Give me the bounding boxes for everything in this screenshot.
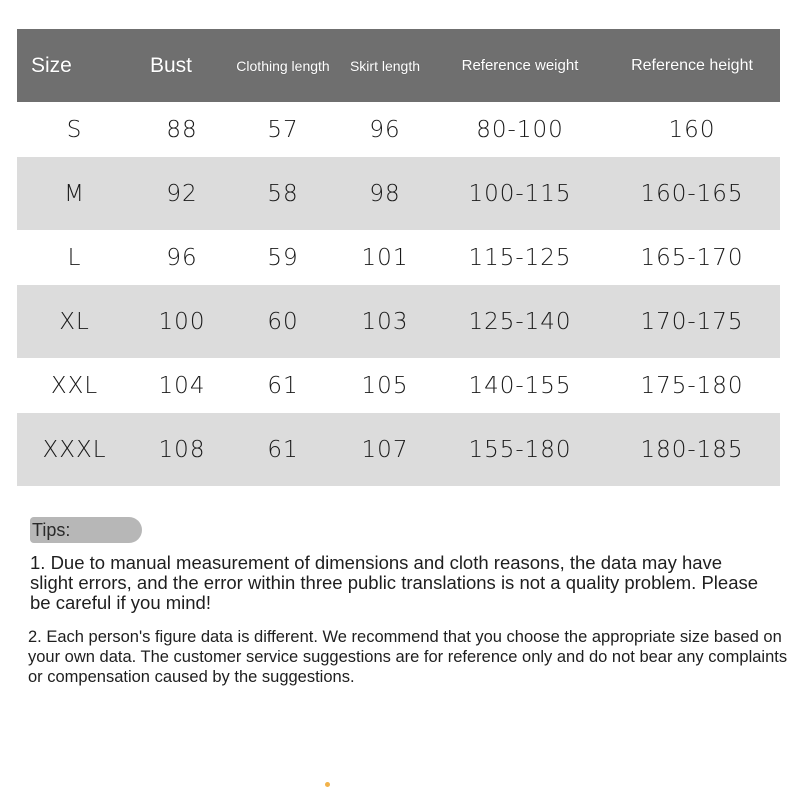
cell-size: XXL bbox=[50, 372, 99, 399]
tips-note-2: 2. Each person's figure data is different. We recommend that you choose the appropriate size based on your own data. The customer service suggestions are for reference only and do not bear any complaints or compensation caused by the suggestions. bbox=[28, 628, 788, 686]
cell-bust: 104 bbox=[158, 372, 206, 399]
table-row bbox=[17, 285, 780, 358]
cell-reference-weight: 125-140 bbox=[468, 308, 572, 335]
cell-size: L bbox=[67, 244, 82, 271]
cell-skirt-length: 107 bbox=[361, 436, 409, 463]
cell-size: XXXL bbox=[42, 436, 107, 463]
cell-bust: 100 bbox=[158, 308, 206, 335]
cell-reference-height: 160 bbox=[668, 116, 716, 143]
cell-reference-weight: 115-125 bbox=[468, 244, 572, 271]
cell-clothing-length: 57 bbox=[267, 116, 299, 143]
tips-badge: Tips: bbox=[30, 517, 142, 543]
table-row bbox=[17, 102, 780, 157]
table-row bbox=[17, 230, 780, 285]
cell-bust: 88 bbox=[166, 116, 198, 143]
cell-reference-height: 180-185 bbox=[640, 436, 744, 463]
cell-skirt-length: 105 bbox=[361, 372, 409, 399]
table-header-row bbox=[17, 29, 780, 102]
cell-skirt-length: 98 bbox=[369, 180, 401, 207]
cell-size: XL bbox=[59, 308, 90, 335]
cell-reference-weight: 140-155 bbox=[468, 372, 572, 399]
cell-clothing-length: 61 bbox=[267, 436, 299, 463]
tips-note-1: 1. Due to manual measurement of dimensions and cloth reasons, the data may have slight errors, and the error within three public translations is not a quality problem. Please be careful if you mind! bbox=[30, 552, 759, 613]
size-table bbox=[17, 29, 780, 486]
cell-clothing-length: 58 bbox=[267, 180, 299, 207]
cell-size: M bbox=[64, 180, 85, 207]
cell-bust: 96 bbox=[166, 244, 198, 271]
cell-clothing-length: 61 bbox=[267, 372, 299, 399]
table-row bbox=[17, 157, 780, 230]
header-bust: Bust bbox=[150, 53, 193, 77]
header-size: Size bbox=[31, 53, 72, 77]
header-clothing-length: Clothing length bbox=[236, 57, 330, 74]
cell-reference-height: 165-170 bbox=[640, 244, 744, 271]
cell-bust: 92 bbox=[166, 180, 198, 207]
cell-reference-weight: 155-180 bbox=[468, 436, 572, 463]
cell-skirt-length: 96 bbox=[369, 116, 401, 143]
cell-clothing-length: 59 bbox=[267, 244, 299, 271]
table-row bbox=[17, 413, 780, 486]
cell-reference-height: 160-165 bbox=[640, 180, 744, 207]
cell-reference-weight: 80-100 bbox=[476, 116, 564, 143]
cell-reference-weight: 100-115 bbox=[468, 180, 572, 207]
cell-reference-height: 170-175 bbox=[640, 308, 744, 335]
decorative-dot bbox=[325, 782, 330, 787]
cell-reference-height: 175-180 bbox=[640, 372, 744, 399]
header-reference-height: Reference height bbox=[631, 56, 753, 74]
header-skirt-length: Skirt length bbox=[349, 57, 421, 74]
cell-clothing-length: 60 bbox=[267, 308, 299, 335]
cell-size: S bbox=[66, 116, 83, 143]
cell-skirt-length: 101 bbox=[361, 244, 409, 271]
cell-bust: 108 bbox=[158, 436, 206, 463]
header-reference-weight: Reference weight bbox=[461, 57, 579, 74]
table-row bbox=[17, 358, 780, 413]
cell-skirt-length: 103 bbox=[361, 308, 409, 335]
